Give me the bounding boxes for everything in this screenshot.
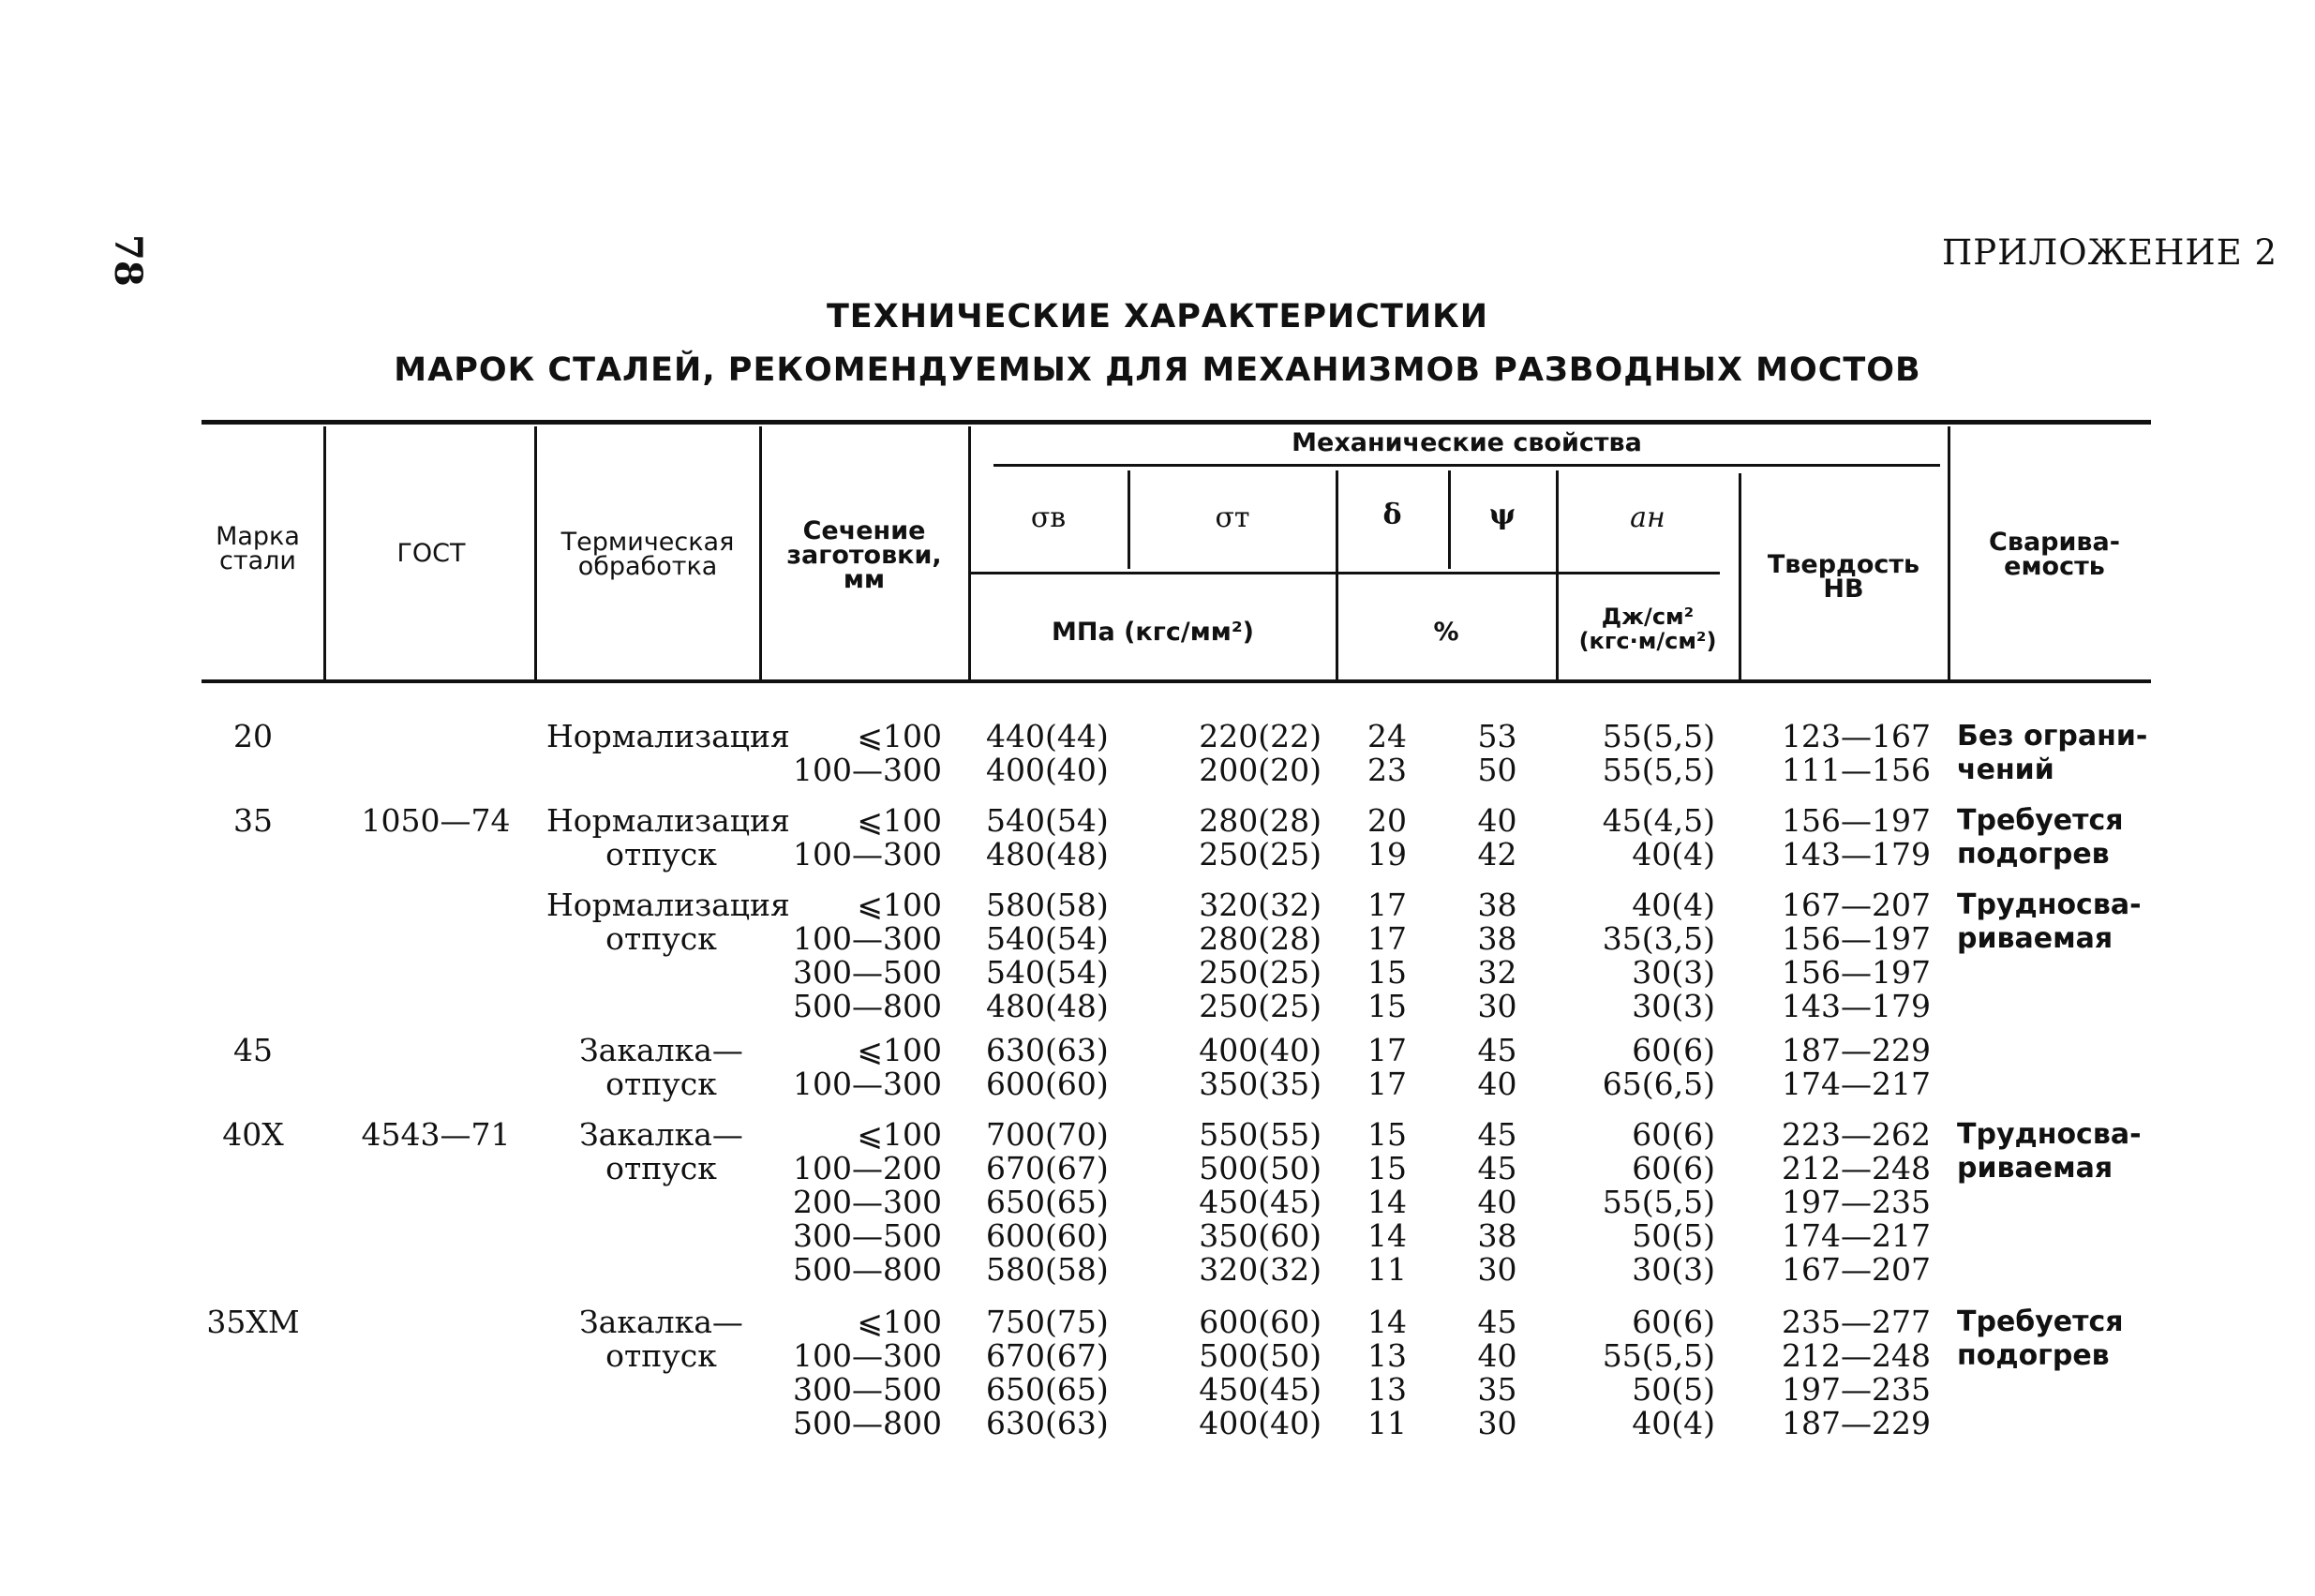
heat-treatment: Нормализация отпуск	[546, 887, 790, 957]
elongation: 17 17	[1367, 1032, 1407, 1102]
elongation: 20 19	[1367, 802, 1407, 873]
header-psi: ψ	[1488, 499, 1516, 531]
yield-strength: 600(60) 500(50) 450(45) 400(40)	[1199, 1304, 1322, 1441]
elongation: 15 15 14 14 11	[1367, 1116, 1407, 1288]
header-vline	[323, 426, 326, 679]
hardness-hb: 223—262 212—248 197—235 174—217 167—207	[1782, 1116, 1931, 1288]
reduction-area: 38 38 32 30	[1477, 887, 1517, 1024]
elongation: 24 23	[1367, 718, 1407, 788]
header-bottom-rule	[202, 679, 2151, 683]
yield-strength: 550(55) 500(50) 450(45) 350(60) 320(32)	[1199, 1116, 1322, 1288]
hardness-hb: 235—277 212—248 197—235 187—229	[1782, 1304, 1931, 1441]
reduction-area: 40 42	[1477, 802, 1517, 873]
weldability: Без ограни- чений	[1957, 720, 2148, 786]
gost-number: 4543—71	[361, 1116, 511, 1153]
header-percent: %	[1433, 618, 1459, 647]
yield-strength: 220(22) 200(20)	[1199, 718, 1322, 788]
reduction-area: 45 45 40 38 30	[1477, 1116, 1517, 1288]
steel-grade: 45	[233, 1032, 273, 1068]
steel-grade: 35ХМ	[206, 1304, 300, 1340]
symbols-underline	[970, 572, 1720, 574]
hardness-hb: 187—229 174—217	[1782, 1032, 1931, 1102]
section-size: ⩽100 100—200 200—300 300—500 500—800	[793, 1116, 942, 1288]
weldability: Трудносва- риваемая	[1957, 888, 2142, 955]
reduction-area: 45 40 35 30	[1477, 1304, 1517, 1441]
tensile-strength: 630(63) 600(60)	[986, 1032, 1109, 1102]
impact-toughness: 45(4,5) 40(4)	[1602, 802, 1715, 873]
header-sigma-t: σт	[1215, 501, 1250, 534]
table-top-rule	[202, 420, 2151, 425]
page-number: 78	[106, 234, 150, 287]
weldability: Трудносва- риваемая	[1957, 1118, 2142, 1185]
heat-treatment: Закалка— отпуск	[579, 1304, 743, 1374]
header-impact-unit: Дж/см² (кгс·м/см²)	[1578, 604, 1717, 654]
elongation: 14 13 13 11	[1367, 1304, 1407, 1441]
title-line-1: ТЕХНИЧЕСКИЕ ХАРАКТЕРИСТИКИ	[826, 298, 1489, 336]
section-size: ⩽100 100—300	[793, 1032, 942, 1102]
header-hardness: Твердость НВ	[1767, 550, 1920, 604]
header-gost: ГОСТ	[396, 539, 466, 568]
section-size: ⩽100 100—300 300—500 500—800	[793, 1304, 942, 1441]
steel-grade: 20	[233, 718, 273, 754]
title-line-2: МАРОК СТАЛЕЙ, РЕКОМЕНДУЕМЫХ ДЛЯ МЕХАНИЗМОВ РАЗВОДНЫХ МОСТОВ	[394, 351, 1921, 389]
impact-toughness: 40(4) 35(3,5) 30(3) 30(3)	[1602, 887, 1715, 1024]
heat-treatment: Нормализация отпуск	[546, 802, 790, 873]
weldability: Требуется подогрев	[1957, 1305, 2124, 1372]
impact-toughness: 55(5,5) 55(5,5)	[1602, 718, 1715, 788]
tensile-strength: 750(75) 670(67) 650(65) 630(63)	[986, 1304, 1109, 1441]
steel-grade: 40Х	[222, 1116, 284, 1153]
reduction-area: 53 50	[1477, 718, 1517, 788]
section-size: ⩽100 100—300	[793, 718, 942, 788]
header-weldability: Сварива- емость	[1989, 528, 2120, 581]
reduction-area: 45 40	[1477, 1032, 1517, 1102]
header-treatment: Термическая обработка	[560, 528, 735, 581]
hardness-hb: 156—197 143—179	[1782, 802, 1931, 873]
section-size: ⩽100 100—300	[793, 802, 942, 873]
impact-toughness: 60(6) 60(6) 55(5,5) 50(5) 30(3)	[1602, 1116, 1715, 1288]
header-an: aн	[1630, 501, 1665, 534]
header-sigma-b: σв	[1030, 501, 1067, 534]
weldability: Требуется подогрев	[1957, 804, 2124, 871]
yield-strength: 320(32) 280(28) 250(25) 250(25)	[1199, 887, 1322, 1024]
gost-number: 1050—74	[361, 802, 511, 839]
yield-strength: 280(28) 250(25)	[1199, 802, 1322, 873]
header-grade: Марка стали	[216, 522, 300, 575]
header-mpa: МПа (кгс/мм²)	[1051, 618, 1255, 647]
tensile-strength: 440(44) 400(40)	[986, 718, 1109, 788]
heat-treatment: Нормализация	[546, 718, 790, 754]
yield-strength: 400(40) 350(35)	[1199, 1032, 1322, 1102]
heat-treatment: Закалка— отпуск	[579, 1116, 743, 1186]
tensile-strength: 540(54) 480(48)	[986, 802, 1109, 873]
impact-toughness: 60(6) 55(5,5) 50(5) 40(4)	[1602, 1304, 1715, 1441]
appendix-label: ПРИЛОЖЕНИЕ 2	[1941, 232, 2278, 273]
steel-grade: 35	[233, 802, 273, 839]
tensile-strength: 580(58) 540(54) 540(54) 480(48)	[986, 887, 1109, 1024]
header-section: Сечение заготовки, мм	[786, 516, 942, 594]
header-delta: δ	[1382, 499, 1402, 531]
mech-underline	[993, 464, 1940, 467]
header-vline	[1948, 426, 1950, 679]
hardness-hb: 123—167 111—156	[1782, 718, 1931, 788]
hardness-hb: 167—207 156—197 156—197 143—179	[1782, 887, 1931, 1024]
header-mech: Механические свойства	[1292, 428, 1642, 457]
tensile-strength: 700(70) 670(67) 650(65) 600(60) 580(58)	[986, 1116, 1109, 1288]
impact-toughness: 60(6) 65(6,5)	[1602, 1032, 1715, 1102]
heat-treatment: Закалка— отпуск	[579, 1032, 743, 1102]
elongation: 17 17 15 15	[1367, 887, 1407, 1024]
section-size: ⩽100 100—300 300—500 500—800	[793, 887, 942, 1024]
